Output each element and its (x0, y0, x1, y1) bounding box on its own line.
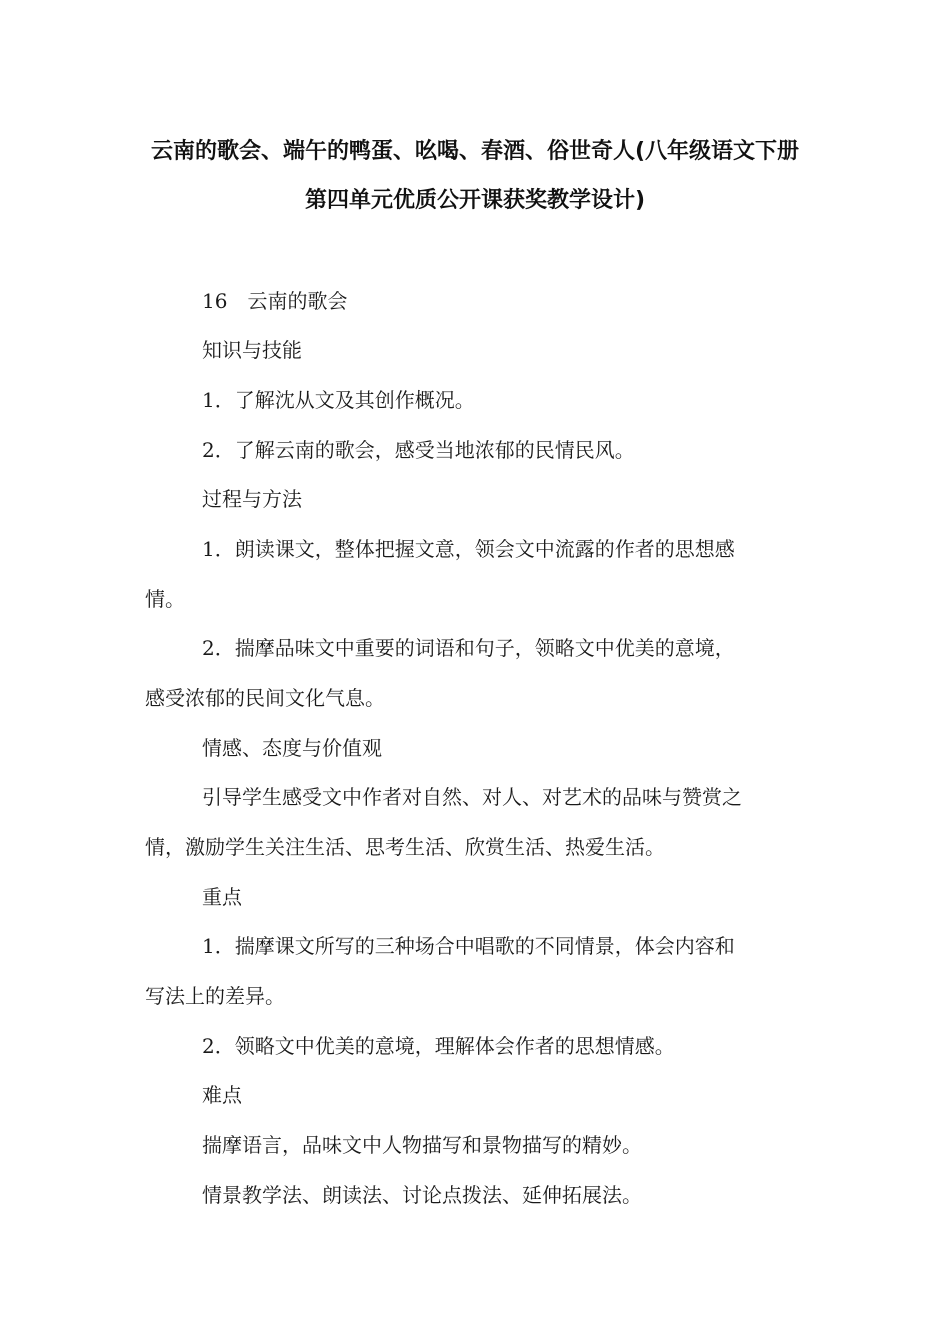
paragraph-line: 情景教学法、朗读法、讨论点拨法、延伸拓展法。 (202, 1183, 642, 1207)
paragraph-line: 感受浓郁的民间文化气息。 (145, 686, 385, 710)
section-heading-process: 过程与方法 (202, 487, 302, 511)
paragraph-line: 1．朗读课文，整体把握文意，领会文中流露的作者的思想感 (202, 537, 735, 561)
paragraph-line: 写法上的差异。 (145, 984, 285, 1008)
paragraph-line: 1．了解沈从文及其创作概况。 (202, 388, 475, 412)
section-heading-difficulty: 难点 (202, 1083, 242, 1107)
paragraph-line: 2．揣摩品味文中重要的词语和句子，领略文中优美的意境， (202, 636, 735, 660)
paragraph-line: 情。 (145, 587, 185, 611)
paragraph-line: 揣摩语言，品味文中人物描写和景物描写的精妙。 (202, 1133, 642, 1157)
paragraph-line: 1．揣摩课文所写的三种场合中唱歌的不同情景，体会内容和 (202, 934, 735, 958)
paragraph-line: 情，激励学生关注生活、思考生活、欣赏生活、热爱生活。 (145, 835, 665, 859)
paragraph-line: 引导学生感受文中作者对自然、对人、对艺术的品味与赞赏之 (202, 785, 742, 809)
lesson-heading: 16 云南的歌会 (202, 289, 348, 313)
paragraph-line: 2．领略文中优美的意境，理解体会作者的思想情感。 (202, 1034, 675, 1058)
paragraph-line: 2．了解云南的歌会，感受当地浓郁的民情民风。 (202, 438, 635, 462)
section-heading-key-points: 重点 (202, 885, 242, 909)
section-heading-knowledge: 知识与技能 (202, 338, 302, 362)
section-heading-emotion: 情感、态度与价值观 (202, 736, 382, 760)
document-title-line-2: 第四单元优质公开课获奖教学设计) (304, 188, 646, 213)
document-title-line-1: 云南的歌会、端午的鸭蛋、吆喝、春酒、俗世奇人(八年级语文下册 (150, 139, 800, 164)
